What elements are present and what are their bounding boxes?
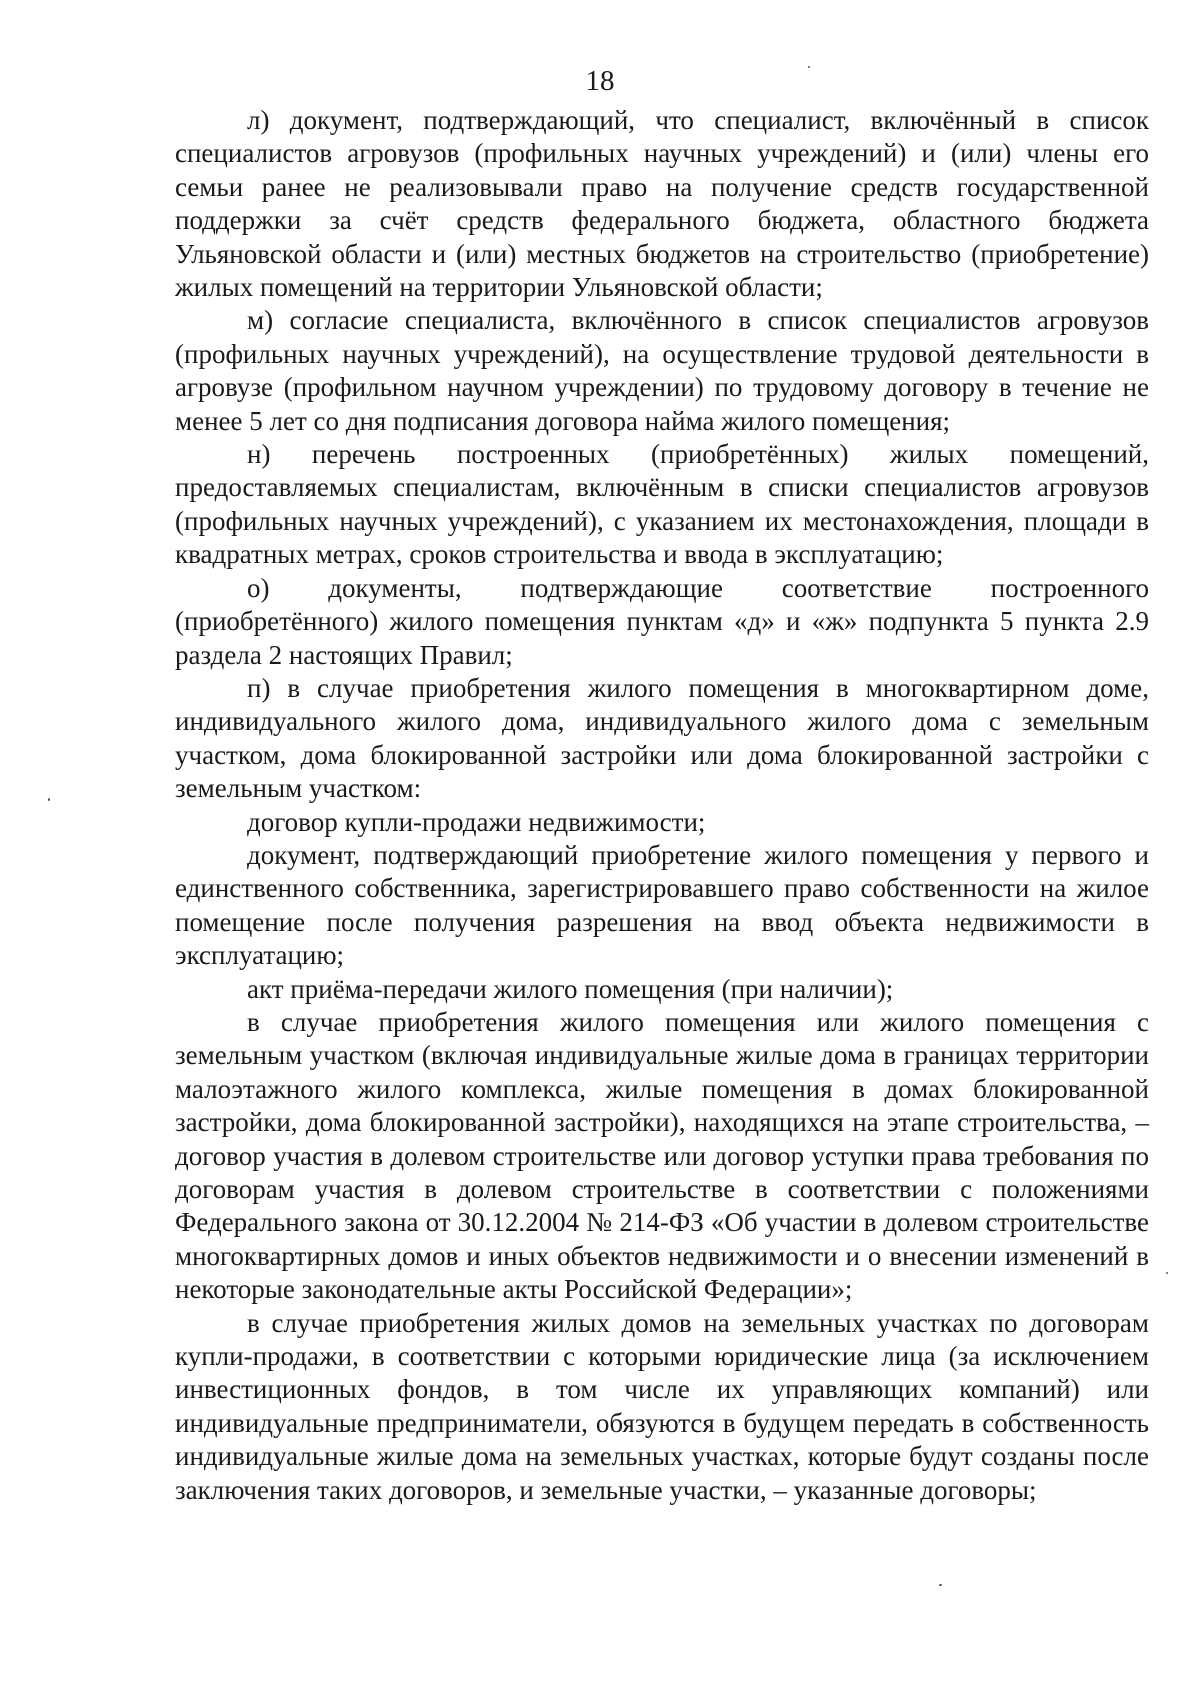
paragraph-first-owner-document: документ, подтверждающий приобретение жилого помещения у первого и единственного собственника, зарегистрировавшего право собственности на жилое помещение после получения разрешения на ввод объекта недвижимости в эксплуатацию; (175, 839, 1149, 971)
scan-speck (939, 1584, 942, 1586)
paragraph-future-houses: в случае приобретения жилых домов на земельных участках по договорам купли-продажи, в соответствии с которыми юридические лица (за исключением инвестиционных фондов, в том числе их управляющих компаний) или индивидуальные предприниматели, обязуются в будущем передать в собственность индивидуальные жилые дома на земельных участках, которые будут созданы после заключения таких договоров, и земельные участки, – указанные договоры; (175, 1307, 1149, 1505)
paragraph-n: н) перечень построенных (приобретённых) жилых помещений, предоставляемых специалистам, включённым в списки специалистов агровузов (профильных научных учреждений), с указанием их местонахождения, площади в квадратных метрах, сроков строительства и ввода в эксплуатацию; (175, 439, 1149, 570)
document-body (175, 104, 1149, 1507)
paragraph-sale-contract: договор купли-продажи недвижимости; (247, 806, 706, 837)
paragraph-m: м) согласие специалиста, включённого в список специалистов агровузов (профильных научных учреждений), на осуществление трудовой деятельности в агровузе (профильном научном учреждении) по трудовому договору в течение не менее 5 лет со дня подписания договора найма жилого помещения; (175, 305, 1149, 436)
scan-speck (48, 798, 50, 801)
page-number: 18 (585, 65, 615, 97)
paragraph-l: л) документ, подтверждающий, что специалист, включённый в список специалистов агровузов (профильных научных учреждений) и (или) члены его семьи ранее не реализовывали право на получение средств государственной поддержки за счёт средств федерального бюджета, областного бюджета Ульяновской области и (или) местных бюджетов на строительство (приобретение) жилых помещений на территории Ульяновской области; (175, 105, 1149, 303)
scan-speck (1166, 1272, 1168, 1274)
paragraph-shared-construction: в случае приобретения жилого помещения или жилого помещения с земельным участком (включая индивидуальные жилые дома в границах территории малоэтажного жилого комплекса, жилые помещения в домах блокированной застройки, дома блокированной застройки), находящихся на этапе строительства, – договор участия в долевом строительстве или договор уступки права требования по договорам участия в долевом строительстве в соответствии с положениями Федерального закона от 30.12.2004 № 214-ФЗ «Об участии в долевом строительстве многоквартирных домов и иных объектов недвижимости и о внесении изменений в некоторые законодательные акты Российской Федерации»; (175, 1006, 1149, 1305)
scan-speck (808, 66, 810, 68)
paragraph-o: о) документы, подтверждающие соответствие построенного (приобретённого) жилого помещения пунктам «д» и «ж» подпункта 5 пункта 2.9 раздела 2 настоящих Правил; (175, 572, 1149, 670)
paragraph-transfer-act: акт приёма-передачи жилого помещения (при наличии); (247, 973, 894, 1004)
paragraph-p: п) в случае приобретения жилого помещения в многоквартирном доме, индивидуального жилого дома, индивидуального жилого дома с земельным участком, дома блокированной застройки или дома блокированной застройки с земельным участком: (175, 672, 1149, 804)
